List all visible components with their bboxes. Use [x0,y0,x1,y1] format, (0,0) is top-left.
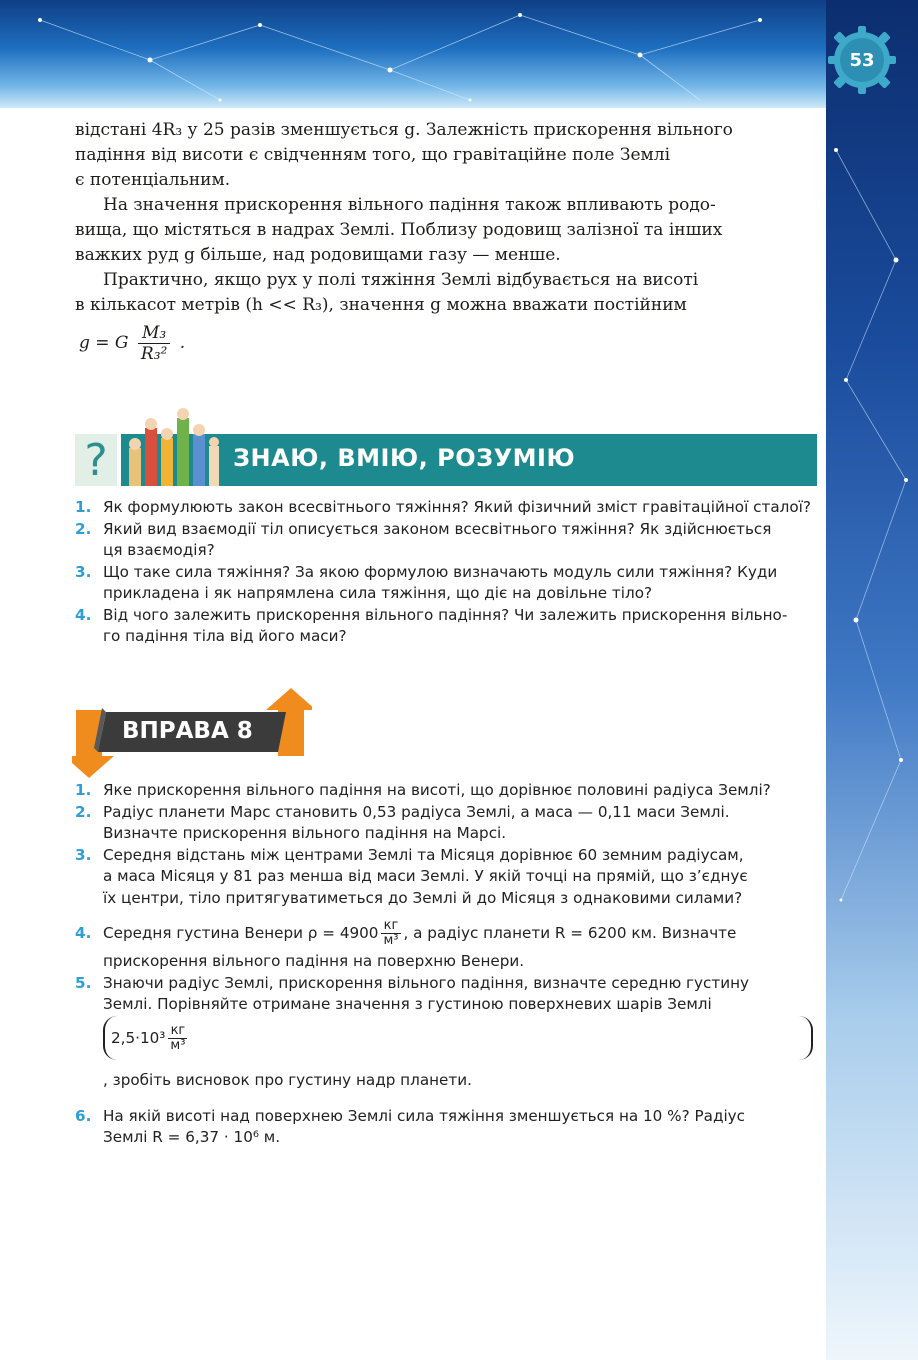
list-item [75,915,817,973]
raised-hands-icon [121,408,221,486]
fraction-denominator: м³ [170,1037,186,1053]
text-line: в кількасот метрів (h << R₃), значення g можна вважати постійним [75,295,687,315]
item-number: 1. [75,781,92,799]
item-text: Яке прискорення вільного падіння на висоті, що дорівнює половині радіуса Землі? [103,781,771,799]
item-text: Що таке сила тяжіння? За якою формулою визначають модуль сили тяжіння? Куди [103,562,778,581]
side-decorative-strip [826,0,918,1360]
text-line: відстані 4R₃ у 25 разів зменшується g. Залежність прискорення вільного [75,120,733,140]
item-number: 3. [75,562,92,581]
exercise-list [75,780,817,1149]
item-number: 2. [75,802,92,821]
review-section-header [75,434,817,486]
section-title: ЗНАЮ, ВМІЮ, РОЗУМІЮ [233,444,576,472]
item-text: Середня густина Венери ρ = 4900 [103,924,379,942]
side-constellation-decoration [826,0,918,1360]
intro-paragraph-1 [75,118,817,193]
list-item [75,605,817,648]
item-text: прикладена і як напрямлена сила тяжіння, що діє на довільне тіло? [103,584,653,602]
exercise-title: ВПРАВА 8 [122,718,253,744]
item-text: Як формулюють закон всесвітнього тяжіння? Який фізичний зміст гравітаційної сталої? [103,498,811,516]
fraction-denominator: м³ [383,933,399,948]
item-text: , а радіус планети R = 6200 км. Визначте [403,924,737,942]
question-mark-icon: ? [75,434,117,486]
list-item [75,780,817,802]
fraction-numerator: кг [381,919,400,934]
item-text: На якій висоті над поверхнею Землі сила тяжіння зменшується на 10 %? Радіус [103,1106,745,1125]
list-item [75,562,817,605]
item-number: 6. [75,1106,92,1125]
item-text: Середня відстань між центрами Землі та Місяця дорівнює 60 земним радіусам, [103,845,744,864]
top-decorative-banner [0,0,918,108]
text-line: є потенціальним. [75,170,231,190]
item-text: Визначте прискорення вільного падіння на Марсі. [103,824,507,842]
page-number: 53 [849,49,875,71]
item-number: 3. [75,845,92,864]
constellation-decoration [0,0,918,108]
density-value: 2,5·10³ [111,1028,166,1047]
item-text: а маса Місяця у 81 раз менша від маси Землі. У якій точці на прямій, що з’єднує [103,867,748,885]
item-number: 5. [75,973,92,992]
formula-denominator: R₃² [140,344,168,364]
density-unit-fraction [381,919,400,948]
item-text: , зробіть висновок про густину надр планети. [103,1070,472,1089]
text-line: вища, що містяться в надрах Землі. Поблизу родовищ залізної та інших [75,220,723,240]
gravity-formula [79,323,185,383]
list-item [75,845,817,910]
intro-paragraph-2 [75,193,817,268]
item-text: Від чого залежить прискорення вільного падіння? Чи залежить прискорення вільно- [103,605,788,624]
item-text: Радіус планети Марс становить 0,53 радіуса Землі, а маса — 0,11 маси Землі. [103,802,730,821]
text-line: важких руд g більше, над родовищами газу — менше. [75,245,561,265]
list-item [75,973,817,1100]
list-item [75,497,817,519]
review-questions-list [75,497,817,648]
item-text: Який вид взаємодії тіл описується законом всесвітнього тяжіння? Як здійснюється [103,519,772,538]
item-number: 4. [75,924,92,942]
item-number: 1. [75,498,92,516]
item-text: прискорення вільного падіння на поверхню Венери. [103,952,525,970]
density-value-parenthesis [103,1016,813,1060]
formula-lhs: g = G [79,333,129,353]
item-text: ця взаємодія? [103,541,215,559]
formula-tail: . [179,333,186,353]
item-text: Землі. Порівняйте отримане значення з густиною поверхневих шарів Землі [103,995,712,1013]
formula-fraction [138,323,170,364]
intro-paragraph-3 [75,268,817,318]
list-item [75,1106,817,1149]
item-text: їх центри, тіло притягуватиметься до Землі й до Місяця з однаковими силами? [103,888,743,907]
text-line: На значення прискорення вільного падіння також впливають родо- [103,195,716,215]
item-text-line [103,1016,817,1100]
list-item [75,802,817,845]
item-number: 4. [75,605,92,624]
item-text: го падіння тіла від його маси? [103,627,347,645]
formula-numerator: M₃ [138,323,170,344]
density-unit-fraction [168,1024,187,1053]
text-line: падіння від висоти є свідченням того, що гравітаційне поле Землі [75,145,671,165]
text-line: Практично, якщо рух у полі тяжіння Землі відбувається на висоті [103,270,699,290]
list-item [75,519,817,562]
item-number: 2. [75,519,92,538]
item-text: Знаючи радіус Землі, прискорення вільного падіння, визначте середню густину [103,973,750,992]
item-text: Землі R = 6,37 · 10⁶ м. [103,1128,281,1146]
item-text-line [103,915,817,951]
fraction-numerator: кг [168,1024,187,1039]
